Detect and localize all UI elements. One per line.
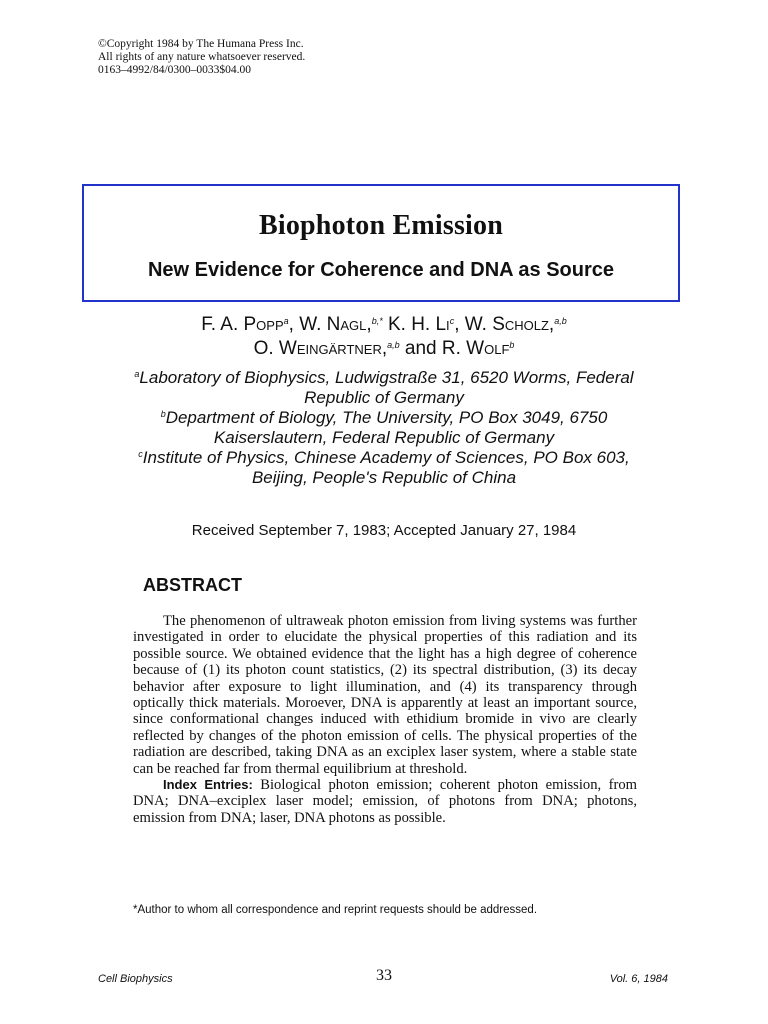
paper-subtitle: New Evidence for Coherence and DNA as Source bbox=[147, 259, 615, 281]
page-number: 33 bbox=[376, 967, 392, 984]
affiliation-b bbox=[0, 408, 768, 448]
affiliation-text: Laboratory of Biophysics, Ludwigstraße 31, 6520 Worms, Federal bbox=[139, 368, 634, 387]
index-text: Biological photon emission; coherent photon emission, from DNA; DNA–exciplex laser model; emission, of photons from DNA; photons, emission from DNA; laser, DNA photons as possible. bbox=[133, 777, 637, 826]
index-label: Index Entries: bbox=[163, 777, 253, 793]
affiliation-sup: a bbox=[134, 369, 140, 379]
author-sep: , bbox=[454, 314, 465, 335]
author-sep: and bbox=[399, 338, 442, 359]
author-name: F. A. Popp bbox=[201, 314, 284, 335]
affiliation-sup: c bbox=[138, 449, 143, 459]
author-sup: b bbox=[509, 340, 515, 350]
affiliation-text: Institute of Physics, Chinese Academy of Sciences, PO Box 603, bbox=[142, 448, 630, 467]
author-sup: a,b bbox=[387, 340, 400, 350]
author-name: W. Nagl, bbox=[299, 314, 372, 335]
author-sup: a,b bbox=[554, 316, 567, 326]
volume-info: Vol. 6, 1984 bbox=[609, 973, 668, 985]
affiliation-text: Kaiserslautern, Federal Republic of Germany bbox=[213, 428, 555, 447]
affiliation-c bbox=[0, 448, 768, 488]
abstract-paragraph: The phenomenon of ultraweak photon emission from living systems was further investigated in order to elucidate the physical properties of this radiation and its possible source. We obtained evidence that the light has a high degree of coherence because of (1) its photon count statistics, (2) its spectral distribution, (3) its decay behavior after exposure to light illumination, and (4) its transparency through optically thick materials. Moroever, DNA is apparently at least an important source, since conformational changes induced with ethidium bromide in vivo are clearly reflected by changes of the photon emission of cells. The physical properties of the radiation are described, taking DNA as an exciplex laser system, where a stable state can be reached far from thermal equilibrium at threshold. bbox=[133, 613, 637, 777]
affiliation-text: Republic of Germany bbox=[304, 388, 464, 407]
affiliation-text: Beijing, People's Republic of China bbox=[251, 468, 517, 487]
author-name: R. Wolf bbox=[441, 338, 510, 359]
journal-name: Cell Biophysics bbox=[98, 973, 173, 985]
author-name: O. Weingärtner, bbox=[253, 338, 388, 359]
author-sup: b,* bbox=[371, 316, 383, 326]
title-box bbox=[82, 184, 680, 302]
authors-line-1 bbox=[0, 314, 768, 336]
author-sep: , bbox=[288, 314, 300, 335]
authors-line-2 bbox=[0, 338, 768, 360]
received-dates: Received September 7, 1983; Accepted January 27, 1984 bbox=[191, 522, 577, 539]
abstract-body bbox=[133, 613, 637, 826]
copyright-notice bbox=[98, 38, 305, 77]
index-entries bbox=[133, 777, 637, 826]
rights-line: All rights of any nature whatsoever reserved. bbox=[98, 51, 306, 63]
correspondence-footnote: *Author to whom all correspondence and reprint requests should be addressed. bbox=[133, 904, 538, 916]
author-name: W. Scholz, bbox=[464, 314, 555, 335]
author-sup: c bbox=[449, 316, 455, 326]
affiliation-text: Department of Biology, The University, PO Box 3049, 6750 bbox=[165, 408, 608, 427]
code-line: 0163–4992/84/0300–0033$04.00 bbox=[98, 64, 252, 76]
affiliation-sup: b bbox=[160, 409, 166, 419]
affiliation-a bbox=[0, 368, 768, 408]
abstract-heading: ABSTRACT bbox=[143, 575, 242, 595]
author-name: K. H. Li bbox=[387, 314, 450, 335]
author-sup: a bbox=[283, 316, 289, 326]
copyright-line: ©Copyright 1984 by The Humana Press Inc. bbox=[98, 38, 304, 50]
paper-title: Biophoton Emission bbox=[258, 210, 504, 241]
